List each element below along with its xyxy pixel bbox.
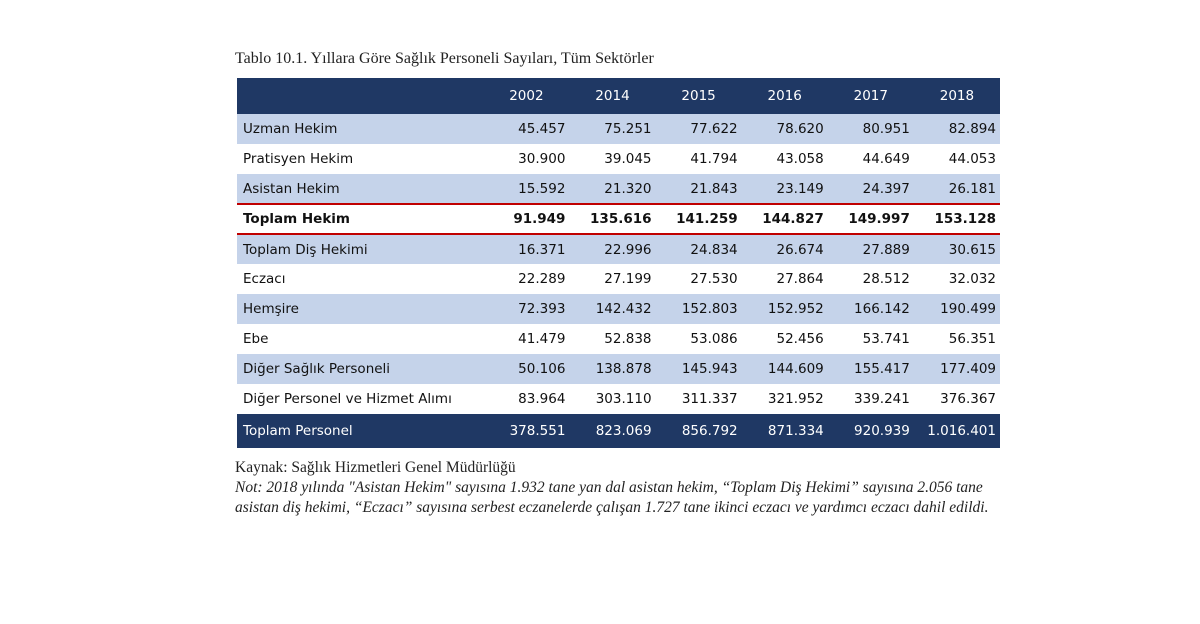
table-cell: 80.951 (862, 121, 910, 137)
table-cell: 141.259 (676, 211, 738, 227)
page-title: Tablo 10.1. Yıllara Göre Sağlık Personeli Sayıları, Tüm Sektörler (235, 50, 654, 67)
table-cell: 39.045 (604, 151, 652, 167)
row-label: Toplam Diş Hekimi (243, 241, 368, 258)
table-row (237, 264, 1000, 294)
table-cell: 56.351 (948, 331, 996, 347)
row-label: Diğer Sağlık Personeli (243, 361, 391, 377)
table-cell: 91.949 (513, 211, 566, 227)
table-cell: 321.952 (767, 391, 824, 407)
table-cell: 166.142 (854, 301, 910, 317)
table-cell: 26.181 (948, 180, 996, 197)
table-cell: 41.479 (518, 331, 566, 347)
row-label: Ebe (243, 331, 269, 347)
header-cell-year: 2015 (681, 88, 716, 104)
table-cell: 72.393 (518, 301, 566, 317)
table-cell: 144.609 (767, 361, 824, 377)
footnote: Not: 2018 yılında "Asistan Hekim" sayısına 1.932 tane yan dal asistan hekim, “Toplam Diş Hekimi” sayısına 2.056 tane asistan diş hekimi, “Eczacı” sayısına serbest eczanelerde çalışan 1.727 tane ikinci eczacı ve yardımcı eczacı dahil edildi. (235, 479, 989, 516)
table-cell: 77.622 (690, 121, 738, 137)
table-cell: 22.289 (518, 271, 566, 287)
table-cell: 44.649 (862, 151, 910, 167)
table-row (237, 234, 1000, 264)
table-cell: 52.838 (604, 331, 652, 347)
header-cell-year: 2017 (853, 88, 888, 104)
table-cell: 23.149 (776, 180, 824, 197)
table-row (237, 114, 1000, 144)
total-cell: 871.334 (767, 423, 824, 439)
table-row (237, 174, 1000, 204)
table-cell: 30.900 (518, 151, 566, 167)
header-cell-year: 2016 (767, 88, 802, 104)
table-cell: 26.674 (776, 241, 824, 258)
table-row (237, 144, 1000, 174)
total-cell: 856.792 (681, 423, 738, 439)
table-cell: 44.053 (948, 151, 996, 167)
total-cell: 920.939 (854, 423, 910, 439)
row-label: Eczacı (243, 271, 286, 287)
table-cell: 339.241 (854, 391, 910, 407)
table-cell: 52.456 (776, 331, 824, 347)
total-cell: 1.016.401 (927, 423, 996, 439)
total-cell: 378.551 (509, 423, 566, 439)
table-row (237, 294, 1000, 324)
table-cell: 27.889 (862, 241, 910, 258)
table-cell: 155.417 (854, 361, 910, 377)
table-row (237, 204, 1000, 234)
table-cell: 142.432 (595, 301, 652, 317)
table-row (237, 384, 1000, 414)
table-cell: 21.320 (604, 180, 652, 197)
table-cell: 30.615 (948, 241, 996, 258)
table-cell: 303.110 (595, 391, 652, 407)
table-cell: 21.843 (690, 180, 738, 197)
table-cell: 53.741 (862, 331, 910, 347)
table-cell: 144.827 (762, 211, 824, 227)
table-cell: 152.803 (681, 301, 738, 317)
table-cell: 24.834 (690, 241, 738, 258)
table-cell: 149.997 (848, 211, 910, 227)
table-cell: 152.952 (767, 301, 824, 317)
table-cell: 311.337 (681, 391, 738, 407)
header-cell-empty (237, 78, 483, 114)
row-label: Toplam Hekim (243, 211, 350, 227)
row-label: Pratisyen Hekim (243, 151, 354, 167)
table-cell: 24.397 (862, 180, 910, 197)
table-cell: 41.794 (690, 151, 738, 167)
table-cell: 153.128 (934, 211, 996, 227)
table-row (237, 324, 1000, 354)
table-cell: 15.592 (518, 180, 566, 197)
table-cell: 145.943 (681, 361, 738, 377)
table-cell: 190.499 (940, 301, 996, 317)
table-cell: 50.106 (518, 361, 566, 377)
row-label: Diğer Personel ve Hizmet Alımı (243, 391, 452, 407)
row-label: Hemşire (243, 301, 299, 317)
table-cell: 138.878 (595, 361, 652, 377)
table-cell: 27.530 (690, 271, 738, 287)
table-cell: 22.996 (604, 241, 652, 258)
table-cell: 27.199 (604, 271, 652, 287)
table-cell: 28.512 (862, 271, 910, 287)
source-caption: Kaynak: Sağlık Hizmetleri Genel Müdürlüğü (235, 459, 516, 476)
table-cell: 135.616 (590, 211, 652, 227)
health-personnel-table (237, 78, 1000, 448)
data-table-container (237, 78, 1000, 448)
table-cell: 82.894 (948, 121, 996, 137)
table-cell: 16.371 (518, 241, 566, 258)
table-cell: 83.964 (518, 391, 566, 407)
table-cell: 45.457 (518, 121, 566, 137)
table-cell: 32.032 (948, 271, 996, 287)
total-cell: 823.069 (595, 423, 652, 439)
table-row (237, 354, 1000, 384)
table-cell: 376.367 (940, 391, 996, 407)
header-cell-year: 2018 (939, 88, 975, 104)
table-cell: 177.409 (940, 361, 996, 377)
table-cell: 43.058 (776, 151, 824, 167)
table-cell: 75.251 (604, 121, 652, 137)
total-row-label: Toplam Personel (243, 423, 353, 439)
table-cell: 27.864 (776, 271, 824, 287)
table-cell: 53.086 (690, 331, 738, 347)
header-cell-year: 2002 (509, 88, 544, 104)
table-total-row (237, 414, 1000, 448)
row-label: Asistan Hekim (243, 180, 340, 197)
row-label: Uzman Hekim (243, 121, 338, 137)
table-header-row (237, 78, 1000, 114)
header-cell-year: 2014 (595, 88, 630, 104)
table-cell: 78.620 (776, 121, 824, 137)
